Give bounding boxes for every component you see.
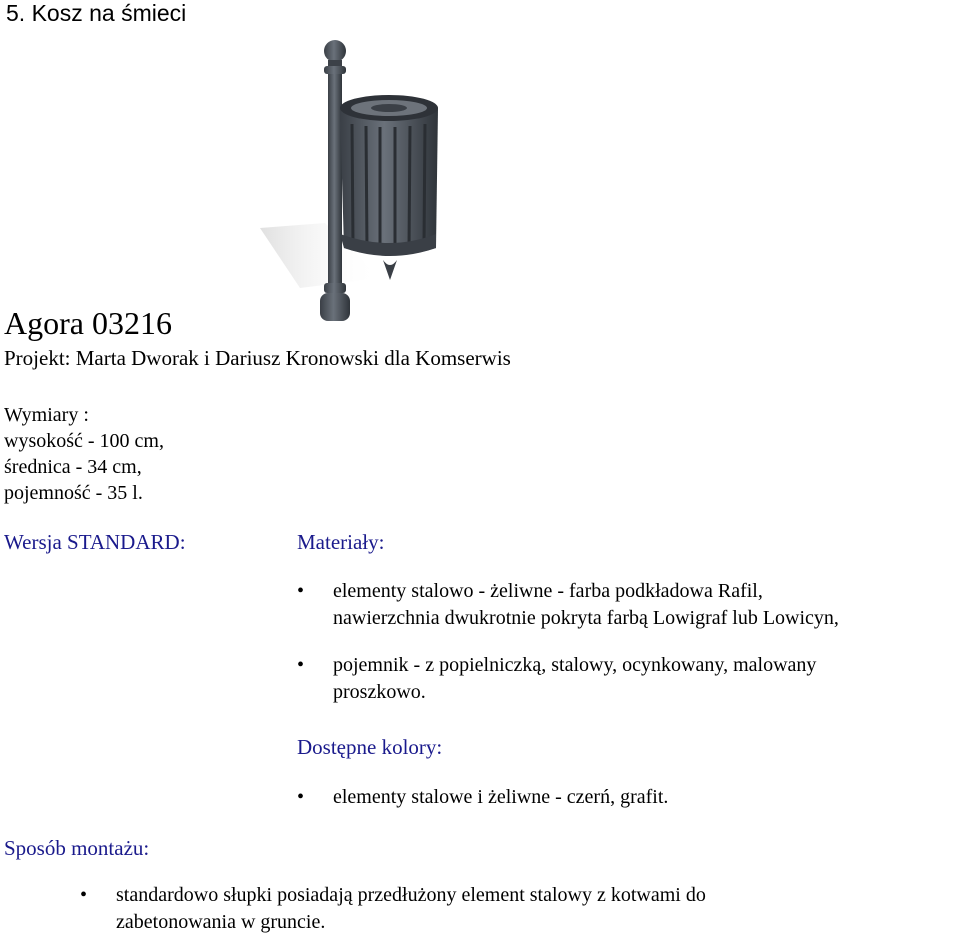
bullet: • bbox=[297, 786, 305, 808]
mounting-item-line: standardowo słupki posiadają przedłużony element stalowy z kotwami do bbox=[116, 884, 706, 906]
product-name: Agora 03216 bbox=[4, 305, 172, 341]
colors-item: elementy stalowe i żeliwne - czerń, grafit. bbox=[333, 786, 669, 808]
dimension-diameter: średnica - 34 cm, bbox=[4, 456, 142, 478]
mounting-label: Sposób montażu: bbox=[4, 836, 150, 860]
list-item bbox=[297, 652, 839, 706]
page-title: 5. Kosz na śmieci bbox=[6, 0, 187, 26]
bullet: • bbox=[297, 654, 305, 676]
materials-item-line: proszkowo. bbox=[333, 681, 426, 703]
materials-item-line: pojemnik - z popielniczką, stalowy, ocynkowany, malowany bbox=[333, 654, 817, 676]
bullet: • bbox=[297, 580, 305, 602]
list-item bbox=[297, 784, 668, 811]
dimension-capacity: pojemność - 35 l. bbox=[4, 482, 143, 504]
dimension-height: wysokość - 100 cm, bbox=[4, 430, 164, 452]
trash-bin-image bbox=[240, 38, 460, 328]
bullet: • bbox=[80, 884, 88, 906]
materials-item-line: elementy stalowo - żeliwne - farba podkładowa Rafil, bbox=[333, 580, 763, 602]
project-credit: Projekt: Marta Dworak i Dariusz Kronowski dla Komserwis bbox=[4, 346, 511, 370]
materials-item-line: nawierzchnia dwukrotnie pokryta farbą Lowigraf lub Lowicyn, bbox=[333, 607, 839, 629]
dimensions-label: Wymiary : bbox=[4, 404, 89, 426]
list-item bbox=[297, 578, 839, 632]
mounting-item-line: zabetonowania w gruncie. bbox=[116, 911, 326, 933]
colors-list bbox=[297, 784, 668, 811]
version-label: Wersja STANDARD: bbox=[4, 530, 186, 554]
materials-label: Materiały: bbox=[297, 530, 385, 554]
list-item bbox=[80, 882, 706, 936]
colors-label: Dostępne kolory: bbox=[297, 735, 443, 759]
materials-list bbox=[297, 578, 839, 706]
mounting-list bbox=[80, 882, 706, 936]
